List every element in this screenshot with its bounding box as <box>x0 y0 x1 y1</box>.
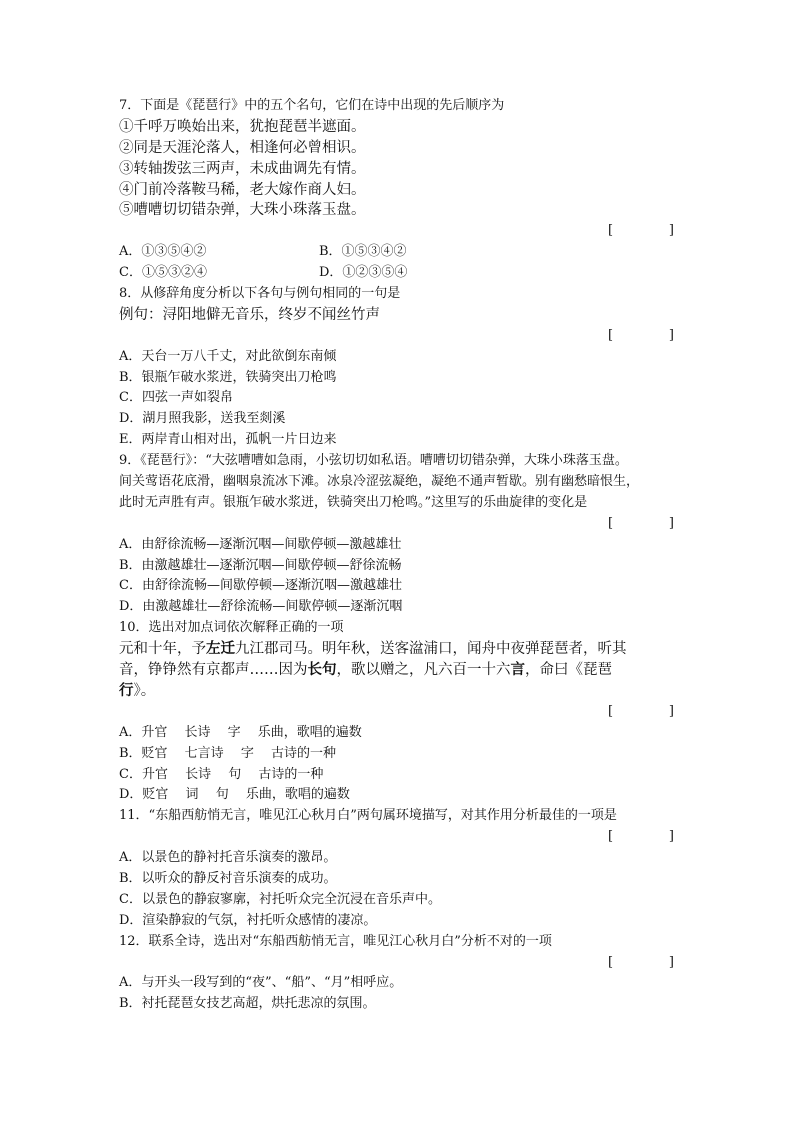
q12-stem: 12．联系全诗，选出对“东船西舫悄无言，唯见江心秋月白”分析不对的一项 <box>119 933 552 949</box>
q9-option-b[interactable]: B．由激越雄壮—逐渐沉咽—间歇停顿—舒徐流畅 <box>119 557 402 573</box>
q8-option-c[interactable]: C．四弦一声如裂帛 <box>119 390 233 406</box>
bracket-close: ] <box>668 515 674 531</box>
q9-stem-line-1: 9．《琵琶行》：“大弦嘈嘈如急雨，小弦切切如私语。嘈嘈切切错杂弹，大珠小珠落玉盘。 <box>119 453 628 469</box>
q10-passage-line-1 <box>119 639 679 660</box>
q10-dotted-word-3: 言 <box>510 661 525 679</box>
q10-passage-text: ，歌以赠之，凡六百一十六 <box>336 662 511 679</box>
q7-item-5: ⑤嘈嘈切切错杂弹，大珠小珠落玉盘。 <box>119 202 366 219</box>
bracket-close: ] <box>668 223 674 239</box>
q9-stem-line-3: 此时无声胜有声。银瓶乍破水浆迸，铁骑突出刀枪鸣。”这里写的乐曲旋律的变化是 <box>119 494 588 510</box>
q10-passage-text: 元和十年，予 <box>119 641 206 658</box>
q11-answer-bracket[interactable] <box>119 827 679 848</box>
q7-option-c[interactable]: C．①⑤③②④ <box>119 265 207 281</box>
q11-option-b[interactable]: B．以听众的静反衬音乐演奏的成功。 <box>119 870 337 886</box>
q10-stem: 10．选出对加点词依次解释正确的一项 <box>119 620 344 636</box>
q8-option-d[interactable]: D．湖月照我影，送我至剡溪 <box>119 411 286 427</box>
bracket-open: [ <box>608 954 614 970</box>
q9-option-d[interactable]: D．由激越雄壮—舒徐流畅—间歇停顿—逐渐沉咽 <box>119 599 403 615</box>
q12-option-a[interactable]: A．与开头一段写到的“夜”、“船”、“月”相呼应。 <box>119 975 403 991</box>
q10-passage-text: ，命曰《 <box>525 662 583 679</box>
q7-item-4: ④门前冷落鞍马稀，老大嫁作商人妇。 <box>119 181 366 198</box>
q8-option-a[interactable]: A．天台一万八千丈，对此欲倒东南倾 <box>119 348 337 364</box>
q11-option-a[interactable]: A．以景色的静衬托音乐演奏的激昂。 <box>119 850 337 866</box>
worksheet <box>119 96 679 1015</box>
bracket-open: [ <box>608 327 614 343</box>
q8-example: 例句：浔阳地僻无音乐，终岁不闻丝竹声 <box>119 306 380 323</box>
q7-options-row-1 <box>119 242 679 263</box>
q10-option-a[interactable]: A．升官 长诗 字 乐曲，歌唱的遍数 <box>119 724 362 740</box>
bracket-open: [ <box>608 703 614 719</box>
q7-item-2: ②同是天涯沦落人，相逢何必曾相识。 <box>119 139 366 156</box>
bracket-close: ] <box>668 829 674 845</box>
q10-passage-text: 琵琶 <box>583 662 612 679</box>
bracket-open: [ <box>608 829 614 845</box>
q10-passage-line-2 <box>119 660 679 681</box>
q7-option-d[interactable]: D．①②③⑤④ <box>319 265 408 281</box>
bracket-close: ] <box>668 327 674 343</box>
q10-passage-text: 音，铮铮然有京都声……因为 <box>119 662 308 679</box>
bracket-close: ] <box>668 703 674 719</box>
q10-dotted-word-2: 长句 <box>307 661 337 679</box>
q10-dotted-word-1: 左迁 <box>206 640 235 658</box>
q8-option-b[interactable]: B．银瓶乍破水浆迸，铁骑突出刀枪鸣 <box>119 369 337 385</box>
q9-option-a[interactable]: A．由舒徐流畅—逐渐沉咽—间歇停顿—激越雄壮 <box>119 536 402 552</box>
q10-passage-text: 》。 <box>133 682 156 699</box>
q8-answer-bracket[interactable] <box>119 326 679 347</box>
q7-item-1: ①千呼万唤始出来，犹抱琵琶半遮面。 <box>119 118 366 135</box>
q10-passage-text: 九江郡司马。明年秋，送客湓浦口，闻舟中夜弹琵琶者，听其 <box>235 641 627 658</box>
q10-option-d[interactable]: D．贬官 词 句 乐曲，歌唱的遍数 <box>119 787 350 803</box>
q9-stem-line-2: 间关莺语花底滑，幽咽泉流冰下滩。冰泉冷涩弦凝绝，凝绝不通声暂歇。别有幽愁暗恨生， <box>119 474 640 490</box>
bracket-open: [ <box>608 515 614 531</box>
q9-answer-bracket[interactable] <box>119 514 679 535</box>
q12-option-b[interactable]: B．衬托琵琶女技艺高超，烘托悲凉的氛围。 <box>119 996 376 1012</box>
q7-options-row-2 <box>119 263 679 284</box>
q10-passage-bold: 行 <box>119 681 134 699</box>
q10-answer-bracket[interactable] <box>119 702 679 723</box>
bracket-open: [ <box>608 223 614 239</box>
q10-option-c[interactable]: C．升官 长诗 句 古诗的一种 <box>119 766 324 782</box>
q7-option-a[interactable]: A．①③⑤④② <box>119 244 207 260</box>
q10-passage-line-3 <box>119 681 679 702</box>
bracket-close: ] <box>668 954 674 970</box>
q9-option-c[interactable]: C．由舒徐流畅—间歇停顿—逐渐沉咽—激越雄壮 <box>119 578 402 594</box>
q7-answer-bracket[interactable] <box>119 221 679 242</box>
q12-answer-bracket[interactable] <box>119 953 679 974</box>
q11-stem: 11．“东船西舫悄无言，唯见江心秋月白”两句属环境描写，对其作用分析最佳的一项是 <box>119 808 617 824</box>
q11-option-d[interactable]: D．渲染静寂的气氛，衬托听众感情的凄凉。 <box>119 912 377 928</box>
q7-stem: 7．下面是《琵琶行》中的五个名句，它们在诗中出现的先后顺序为 <box>119 98 505 113</box>
q7-option-b[interactable]: B．①⑤③④② <box>319 244 407 260</box>
q11-option-c[interactable]: C．以景色的静寂寥廓，衬托听众完全沉浸在音乐声中。 <box>119 891 441 907</box>
q10-option-b[interactable]: B．贬官 七言诗 字 古诗的一种 <box>119 745 336 761</box>
q8-stem: 8．从修辞角度分析以下各句与例句相同的一句是 <box>119 286 401 302</box>
q8-option-e[interactable]: E．两岸青山相对出，孤帆一片日边来 <box>119 432 337 448</box>
q7-item-3: ③转轴拨弦三两声，未成曲调先有情。 <box>119 160 366 177</box>
